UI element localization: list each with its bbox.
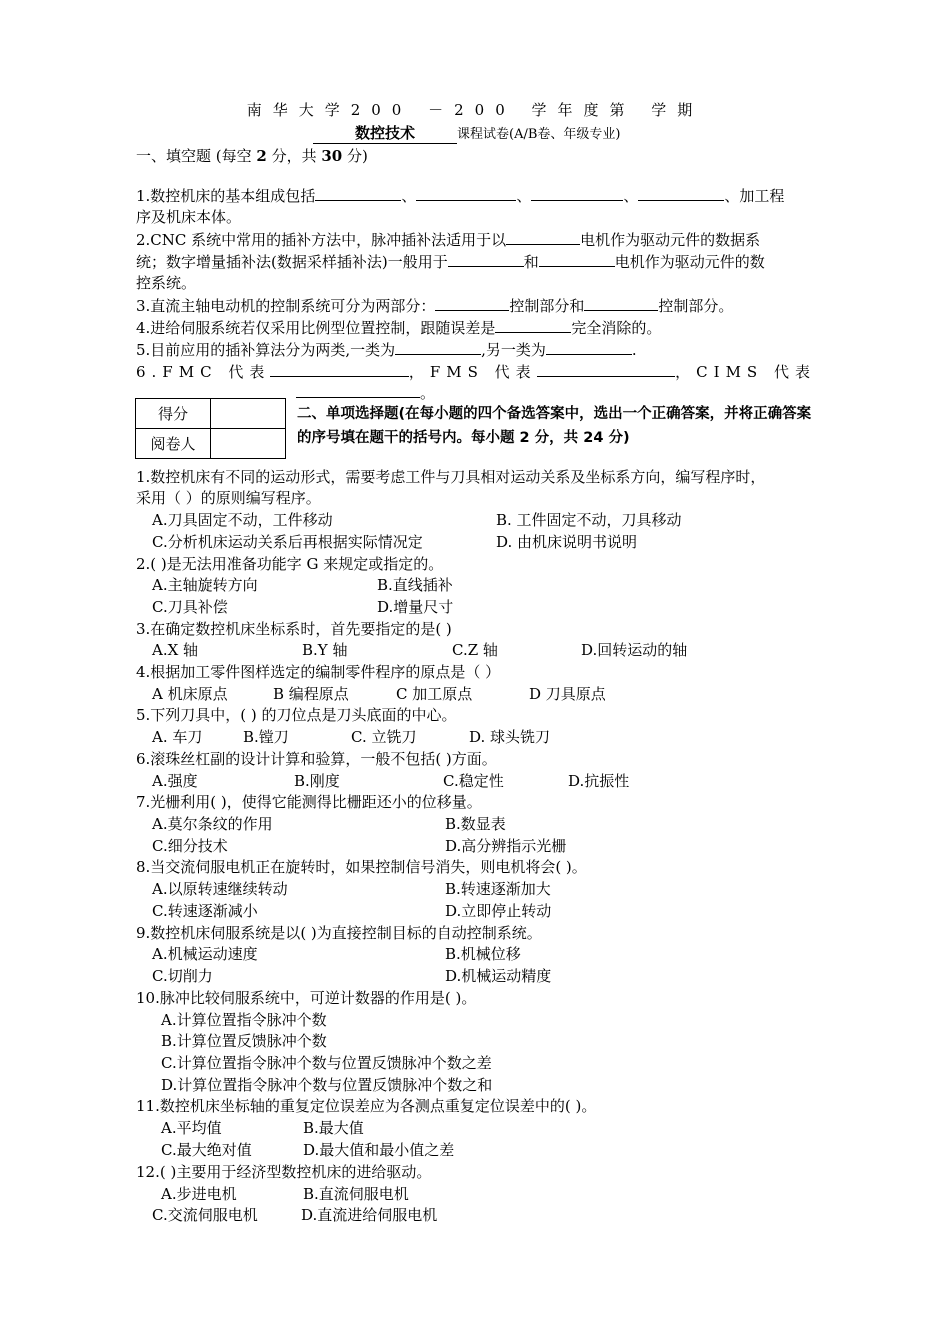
fill-q2-line2: 统；数字增量插补法(数据采样插补法)一般用于 和 电机作为驱动元件的数 xyxy=(136,253,765,271)
blank-field[interactable] xyxy=(584,295,658,311)
choice-q10-B: B.计算位置反馈脉冲个数 xyxy=(161,1032,327,1050)
choice-q8-A: A.以原转速继续转动 xyxy=(152,880,288,898)
blank-field[interactable] xyxy=(638,185,724,201)
blank-field[interactable] xyxy=(495,317,571,333)
choice-q3: 3.在确定数控机床坐标系时，首先要指定的是( ) xyxy=(136,620,452,638)
section1-heading: 一、填空题 (每空 2 分，共 30 分) xyxy=(136,147,368,165)
choice-q7: 7.光栅利用( )，使得它能测得比栅距还小的位移量。 xyxy=(136,793,482,811)
choice-q9-A: A.机械运动速度 xyxy=(152,945,258,963)
choice-q1-A: A.刀具固定不动，工件移动 xyxy=(152,511,333,529)
choice-q10-D: D.计算位置指令脉冲个数与位置反馈脉冲个数之和 xyxy=(161,1076,493,1094)
choice-q1-C: C.分析机床运动关系后再根据实际情况定 xyxy=(152,533,423,551)
choice-q2-C: C.刀具补偿 xyxy=(152,598,228,616)
choice-q3-B: B.Y 轴 xyxy=(302,641,348,659)
choice-q2-B: B.直线插补 xyxy=(377,576,453,594)
blank-field[interactable] xyxy=(539,251,615,267)
blank-field[interactable] xyxy=(546,339,632,355)
fill-q5: 5.目前应用的插补算法分为两类,一类为 ,另一类为 . xyxy=(136,341,637,359)
choice-q12-C: C.交流伺服电机 xyxy=(152,1206,258,1224)
choice-q8-D: D.立即停止转动 xyxy=(445,902,552,920)
choice-q12-D: D.直流进给伺服电机 xyxy=(301,1206,438,1224)
score-label: 得分 xyxy=(136,399,211,429)
choice-q10-C: C.计算位置指令脉冲个数与位置反馈脉冲个数之差 xyxy=(161,1054,492,1072)
blank-field[interactable] xyxy=(448,251,524,267)
choice-q3-C: C.Z 轴 xyxy=(452,641,498,659)
choice-q4: 4.根据加工零件图样选定的编制零件程序的原点是（ ） xyxy=(136,663,501,681)
choice-q3-D: D.回转运动的轴 xyxy=(581,641,688,659)
choice-q7-C: C.细分技术 xyxy=(152,837,228,855)
fill-q1-line2: 序及机床本体。 xyxy=(136,208,242,226)
choice-q2: 2.( )是无法用准备功能字 G 来规定或指定的。 xyxy=(136,555,444,573)
reviewer-cell[interactable] xyxy=(211,429,286,459)
choice-q12-B: B.直流伺服电机 xyxy=(303,1185,409,1203)
choice-q1-line2: 采用（ ）的原则编写程序。 xyxy=(136,489,321,507)
section2-heading: 二、单项选择题(在每小题的四个备选答案中，选出一个正确答案，并将正确答案的序号填在题干的括号内。每小题 2 分，共 24 分) xyxy=(297,406,812,446)
choice-q1-D: D. 由机床说明书说明 xyxy=(496,533,638,551)
choice-q10: 10.脉冲比较伺服系统中，可逆计数器的作用是( )。 xyxy=(136,989,477,1007)
choice-q1-line1: 1.数控机床有不同的运动形式，需要考虑工件与刀具相对运动关系及坐标系方向，编写程序时， xyxy=(136,468,766,486)
choice-q10-A: A.计算位置指令脉冲个数 xyxy=(161,1011,327,1029)
choice-q8-C: C.转速逐渐减小 xyxy=(152,902,258,920)
choice-q12-A: A.步进电机 xyxy=(161,1185,237,1203)
choice-q6-D: D.抗振性 xyxy=(568,772,630,790)
choice-q11-B: B.最大值 xyxy=(303,1119,364,1137)
choice-q12: 12.( )主要用于经济型数控机床的进给驱动。 xyxy=(136,1163,432,1181)
blank-field[interactable] xyxy=(506,229,580,245)
choice-q11-C: C.最大绝对值 xyxy=(161,1141,252,1159)
fill-q6-line2: 。 xyxy=(296,382,435,403)
choice-q3-A: A.X 轴 xyxy=(152,641,199,659)
choice-q6-B: B.刚度 xyxy=(294,772,340,790)
choice-q7-D: D.高分辨指示光栅 xyxy=(445,837,567,855)
choice-q5-C: C. 立铣刀 xyxy=(351,728,417,746)
choice-q8-B: B.转速逐渐加大 xyxy=(445,880,551,898)
exam-title: 南华大学200 －200 学年度第 学期 xyxy=(246,101,704,119)
reviewer-label: 阅卷人 xyxy=(136,429,211,459)
fill-q1-line1: 1.数控机床的基本组成包括 、 、 、 、加工程 xyxy=(136,187,785,205)
exam-subtitle xyxy=(313,123,620,145)
choice-q2-D: D.增量尺寸 xyxy=(377,598,454,616)
choice-q5-D: D. 球头铣刀 xyxy=(469,728,551,746)
choice-q11-A: A.平均值 xyxy=(161,1119,222,1137)
choice-q1-B: B. 工件固定不动，刀具移动 xyxy=(496,511,682,529)
choice-q5-B: B.镗刀 xyxy=(243,728,289,746)
choice-q6: 6.滚珠丝杠副的设计计算和验算，一般不包括( )方面。 xyxy=(136,750,497,768)
blank-field[interactable] xyxy=(537,361,676,377)
choice-q4-B: B 编程原点 xyxy=(273,685,349,703)
blank-field[interactable] xyxy=(270,361,409,377)
subtitle-rest: 课程试卷(A/B卷、年级专业) xyxy=(457,127,621,142)
choice-q11-D: D.最大值和最小值之差 xyxy=(303,1141,455,1159)
blank-field[interactable] xyxy=(435,295,509,311)
choice-q5-A: A. 车刀 xyxy=(152,728,203,746)
fill-q3: 3.直流主轴电动机的控制系统可分为两部分： 控制部分和 控制部分。 xyxy=(136,297,734,315)
choice-q7-A: A.莫尔条纹的作用 xyxy=(152,815,273,833)
choice-q11: 11.数控机床坐标轴的重复定位误差应为各测点重复定位误差中的( )。 xyxy=(136,1097,597,1115)
choice-q6-C: C.稳定性 xyxy=(443,772,504,790)
choice-q4-A: A 机床原点 xyxy=(152,685,228,703)
fill-q2-line1: 2.CNC 系统中常用的插补方法中，脉冲插补法适用于以 电机作为驱动元件的数据系 xyxy=(136,231,761,249)
choice-q9-D: D.机械运动精度 xyxy=(445,967,552,985)
fill-q4: 4.进给伺服系统若仅采用比例型位置控制，跟随误差是 完全消除的。 xyxy=(136,319,662,337)
choice-q7-B: B.数显表 xyxy=(445,815,506,833)
score-table xyxy=(135,398,286,459)
blank-field[interactable] xyxy=(395,339,481,355)
score-cell[interactable] xyxy=(211,399,286,429)
choice-q9-C: C.切削力 xyxy=(152,967,213,985)
choice-q4-C: C 加工原点 xyxy=(396,685,473,703)
choice-q5: 5.下列刀具中，( ) 的刀位点是刀头底面的中心。 xyxy=(136,706,457,724)
blank-field[interactable] xyxy=(296,382,420,398)
choice-q9: 9.数控机床伺服系统是以( )为直接控制目标的自动控制系统。 xyxy=(136,924,542,942)
fill-q6-line1: 6.FMC 代表 ，FMS 代表 ，CIMS 代表 xyxy=(136,363,816,381)
course-name: 数控技术 xyxy=(313,123,457,144)
choice-q9-B: B.机械位移 xyxy=(445,945,521,963)
choice-q2-A: A.主轴旋转方向 xyxy=(152,576,258,594)
choice-q6-A: A.强度 xyxy=(152,772,198,790)
blank-field[interactable] xyxy=(531,185,623,201)
choice-q8: 8.当交流伺服电机正在旋转时，如果控制信号消失，则电机将会( )。 xyxy=(136,858,587,876)
choice-q4-D: D 刀具原点 xyxy=(529,685,606,703)
blank-field[interactable] xyxy=(315,185,401,201)
fill-q2-line3: 控系统。 xyxy=(136,274,197,292)
blank-field[interactable] xyxy=(416,185,516,201)
